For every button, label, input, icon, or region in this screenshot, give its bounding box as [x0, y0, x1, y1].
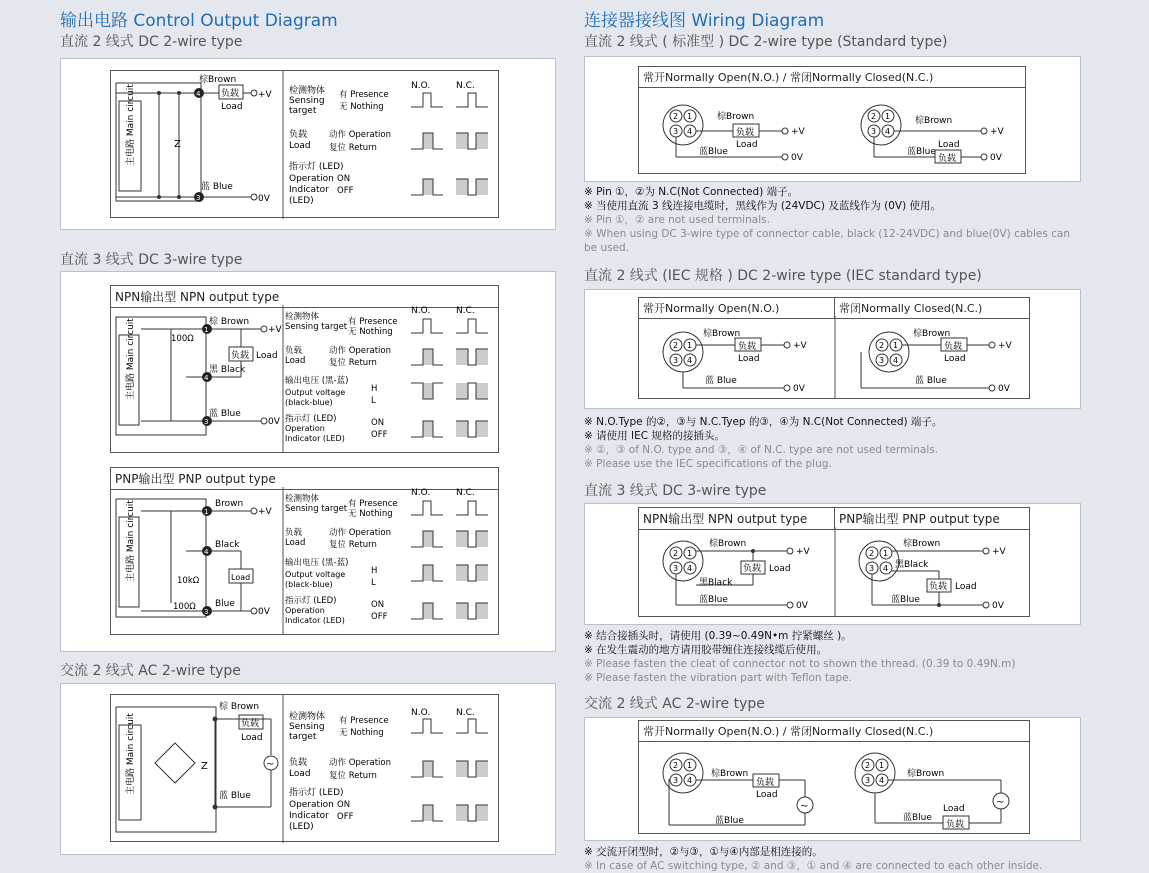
ac2-diagram: [110, 694, 499, 842]
dc2-sensing-en: Sensing: [289, 96, 325, 106]
npn-nc: N.C.: [456, 306, 475, 316]
npn-l: L: [371, 396, 376, 406]
ac2-ac-source: ~: [266, 759, 275, 770]
npn-on: ON: [371, 418, 385, 428]
ac2w-no-pin3: 3: [673, 776, 679, 785]
pnp-blue: Blue: [215, 599, 235, 609]
pnp-diagram: [110, 467, 499, 635]
dc3w-pnp-pin2: 2: [869, 549, 875, 558]
pnp-on: ON: [371, 600, 385, 610]
ac2-circuit-svg: [111, 695, 500, 843]
dc2-on: ON: [337, 174, 351, 184]
ac2-sensing-en: Sensing: [289, 722, 325, 732]
pnp-presence: 有 Presence: [348, 499, 398, 509]
ac2w-header: 常开Normally Open(N.O.) / 常闭Normally Closed(N.C.): [639, 721, 1029, 742]
pnp-operation: 动作 Operation: [329, 528, 392, 538]
dc2-presence: 有 Presence: [339, 90, 389, 100]
iec-wiring-svg: [639, 316, 1031, 398]
iec-nc-load-cn: 负载: [944, 342, 963, 352]
iec-header-nc: 常闭Normally Closed(N.C.): [839, 302, 983, 315]
dc3w-pnp-pin4: 4: [883, 564, 889, 573]
std-no-load-en: Load: [736, 140, 758, 150]
pnp-sensing-en: Sensing target: [285, 504, 348, 514]
dc2-circuit-svg: [111, 71, 500, 219]
dc2-sensing-cn: 检测物体: [289, 86, 326, 96]
ac2w-no-pin4: 4: [687, 776, 693, 785]
pnp-r2: 100Ω: [173, 602, 196, 612]
std-nc-load-en: Load: [938, 140, 960, 150]
dc2-nc: N.C.: [456, 81, 475, 91]
npn-zero: 0V: [268, 417, 280, 427]
ac2w-wiring-svg: [639, 739, 1031, 833]
dc3w-npn-brown: 棕Brown: [709, 539, 747, 549]
ac2w-note-1: ※ 交流开闭型时，②与③，①与④内部是相连接的。: [584, 846, 823, 858]
pnp-indicator-en1: Operation: [285, 606, 325, 615]
npn-pin1: 1: [204, 326, 209, 334]
iec-no-zero: 0V: [793, 384, 805, 394]
iec-no-brown: 棕Brown: [703, 329, 741, 339]
std-no-pin4: 4: [687, 127, 693, 136]
dc3w-npn-pin3: 3: [673, 564, 679, 573]
pnp-load: Load: [231, 573, 251, 582]
std-nc-vplus: +V: [990, 127, 1004, 137]
npn-sensing-cn: 检测物体: [285, 312, 320, 322]
dc3w-pnp-zero: 0V: [992, 601, 1004, 611]
dc2-sensing-en2: target: [289, 106, 317, 116]
std-no-pin2: 2: [673, 112, 679, 121]
pnp-no: N.O.: [411, 488, 431, 498]
ac2w-box: [638, 720, 1030, 834]
ac2w-nc-load-cn: 负载: [946, 820, 965, 830]
ac2-zener: Z: [201, 761, 208, 772]
iec-note-3: ※ ②，③ of N.O. type and ③，④ of N.C. type are not used terminals.: [584, 444, 939, 456]
dc3w-pnp-black: 黑Black: [895, 560, 929, 570]
ac2-indicator-en1: Operation: [289, 800, 334, 810]
npn-load-row-en: Load: [285, 356, 306, 366]
std-no-pin3: 3: [673, 127, 679, 136]
dc3w-box: [638, 507, 1030, 617]
ac2-on: ON: [337, 800, 351, 810]
npn-indicator-cn: 指示灯 (LED): [285, 414, 337, 424]
ac2-presence: 有 Presence: [339, 716, 389, 726]
pnp-brown: Brown: [215, 499, 244, 509]
dc3w-npn-load-en: Load: [769, 564, 791, 574]
npn-pin3: 3: [204, 418, 209, 426]
dc3-subtitle: 直流 3 线式 DC 3-wire type: [60, 252, 243, 268]
pnp-output-cn: 输出电压 (黑-蓝): [285, 558, 349, 568]
ac2-sensing-en2: target: [289, 732, 317, 742]
dc2-subtitle: 直流 2 线式 DC 2-wire type: [60, 34, 243, 50]
npn-return: 复位 Return: [329, 358, 377, 368]
iec-nc-blue: 蓝 Blue: [915, 376, 947, 386]
npn-load-cn: 负载: [231, 351, 250, 361]
ac2-indicator-cn: 指示灯 (LED): [289, 788, 344, 798]
pnp-zero: 0V: [258, 607, 270, 617]
dc3w-header-npn: NPN输出型 NPN output type: [639, 508, 835, 529]
npn-resistor-label: 100Ω: [171, 334, 194, 344]
iec-no-pin3: 3: [673, 356, 679, 365]
ac2-load-row-en: Load: [289, 769, 311, 779]
npn-output-cn: 输出电压 (黑-蓝): [285, 376, 349, 386]
iec-box: [638, 297, 1030, 399]
ac2-nc: N.C.: [456, 708, 475, 718]
dc2-diagram: [110, 70, 499, 218]
std-header: 常开Normally Open(N.O.) / 常闭Normally Closed(N.C.): [639, 67, 1025, 88]
dc3w-npn-blue: 蓝Blue: [699, 595, 728, 605]
std-box: [638, 66, 1026, 174]
ac2w-nc-pin4: 4: [879, 776, 885, 785]
dc3w-npn-black: 黑Black: [699, 578, 733, 588]
ac2w-no-brown: 棕Brown: [711, 769, 749, 779]
std-nc-blue: 蓝Blue: [907, 147, 936, 157]
dc3w-wiring-svg: [639, 527, 1031, 617]
wiring-title: 连接器接线图 Wiring Diagram: [584, 11, 825, 31]
ac2-no: N.O.: [411, 708, 431, 718]
dc2-no: N.O.: [411, 81, 431, 91]
iec-nc-pin4: 4: [893, 356, 899, 365]
ac2w-no-load-cn: 负载: [756, 778, 775, 788]
dc2-blue-label: 蓝 Blue: [201, 182, 233, 192]
npn-output-en1: Output voltage: [285, 388, 346, 397]
pnp-l: L: [371, 578, 376, 588]
dc3w-pnp-pin1: 1: [883, 549, 889, 558]
dc3w-npn-zero: 0V: [796, 601, 808, 611]
iec-nc-pin1: 1: [893, 341, 899, 350]
ac2w-nc-ac: ~: [996, 797, 1005, 808]
ac2-load-en: Load: [241, 733, 263, 743]
pnp-load-row-cn: 负载: [285, 528, 303, 538]
std-note-5: be used.: [584, 242, 630, 254]
dc2-brown-label: 棕Brown: [199, 75, 237, 85]
npn-presence: 有 Presence: [348, 317, 398, 327]
ac2w-nc-blue: 蓝Blue: [903, 813, 932, 823]
dc2-main-circuit-label: 主电路 Main circuit: [126, 84, 136, 166]
iec-nc-brown: 棕Brown: [913, 329, 951, 339]
dc3w-pnp-brown: 棕Brown: [903, 539, 941, 549]
iec-nc-vplus: +V: [998, 341, 1012, 351]
dc2-indicator-en3: (LED): [289, 196, 314, 206]
std-no-blue: 蓝Blue: [699, 147, 728, 157]
dc2-indicator-cn: 指示灯 (LED): [289, 162, 344, 172]
iec-nc-pin2: 2: [879, 341, 885, 350]
std-note-1: ※ Pin ①，②为 N.C(Not Connected) 端子。: [584, 186, 799, 198]
ac2w-nc-brown: 棕Brown: [907, 769, 945, 779]
npn-main-label: 主电路 Main circuit: [126, 318, 136, 400]
pnp-r1: 10kΩ: [177, 576, 200, 586]
pnp-return: 复位 Return: [329, 540, 377, 550]
ac2w-note-2: ※ In case of AC switching type, ② and ③，① and ④ are connected to each other inside.: [584, 860, 1043, 872]
std-note-4: ※ When using DC 3-wire type of connector cable, black (12-24VDC) and blue(0V) cables can: [584, 228, 1070, 240]
pnp-sensing-cn: 检测物体: [285, 494, 320, 504]
control-output-title: 输出电路 Control Output Diagram: [60, 11, 338, 31]
iec-no-pin4: 4: [687, 356, 693, 365]
ac2w-nc-pin1: 1: [879, 761, 885, 770]
dc2-nothing: 无 Nothing: [339, 102, 384, 112]
pnp-off: OFF: [371, 612, 388, 622]
npn-brown: 棕 Brown: [209, 317, 250, 327]
iec-no-blue: 蓝 Blue: [705, 376, 737, 386]
ac2-sensing-cn: 检测物体: [289, 712, 326, 722]
npn-nothing: 无 Nothing: [348, 327, 393, 337]
std-note-3: ※ Pin ①，② are not used terminals.: [584, 214, 770, 226]
iec-note-2: ※ 请使用 IEC 规格的接插头。: [584, 430, 725, 442]
npn-output-en2: (black-blue): [285, 398, 333, 407]
pnp-load-row-en: Load: [285, 538, 306, 548]
pnp-main-label: 主电路 Main circuit: [126, 500, 136, 582]
iec-subtitle: 直流 2 线式 (IEC 规格 ) DC 2-wire type (IEC standard type): [584, 268, 982, 284]
dc2-indicator-en1: Operation: [289, 174, 334, 184]
dc2-return: 复位 Return: [329, 143, 377, 153]
dc3w-npn-vplus: +V: [796, 547, 810, 557]
ac2-load-cn: 负载: [241, 719, 260, 729]
pnp-circuit-svg: [111, 487, 500, 635]
ac2-operation: 动作 Operation: [329, 758, 392, 768]
ac2w-no-load-en: Load: [756, 790, 778, 800]
ac2-indicator-en3: (LED): [289, 822, 314, 832]
iec-no-pin2: 2: [673, 341, 679, 350]
dc3w-subtitle: 直流 3 线式 DC 3-wire type: [584, 483, 767, 499]
std-no-vplus: +V: [791, 127, 805, 137]
pnp-pin4: 4: [204, 548, 209, 556]
npn-black: 黑 Black: [209, 365, 246, 375]
std-no-zero: 0V: [791, 153, 803, 163]
dc2-operation: 动作 Operation: [329, 130, 392, 140]
npn-h: H: [371, 384, 378, 394]
std-subtitle: 直流 2 线式 ( 标准型 ) DC 2-wire type (Standard type): [584, 34, 948, 50]
pnp-indicator-cn: 指示灯 (LED): [285, 596, 337, 606]
ac2-brown: 棕 Brown: [219, 702, 260, 712]
std-nc-pin3: 3: [871, 127, 877, 136]
iec-header-no: 常开Normally Open(N.O.): [639, 298, 835, 318]
npn-sensing-en: Sensing target: [285, 322, 348, 332]
pnp-nothing: 无 Nothing: [348, 509, 393, 519]
pnp-output-en1: Output voltage: [285, 570, 346, 579]
dc3w-note-3: ※ Please fasten the cleat of connector not to shown the thread. (0.39 to 0.49N.m): [584, 658, 1016, 670]
dc3w-note-2: ※ 在发生震动的地方请用胶带缠住连接线缆后使用。: [584, 644, 828, 656]
std-no-brown: 棕Brown: [717, 112, 755, 122]
ac2-off: OFF: [337, 812, 354, 822]
dc3w-pnp-load-cn: 负载: [929, 582, 948, 592]
ac2w-no-blue: 蓝Blue: [715, 816, 744, 826]
dc3w-pnp-load-en: Load: [955, 582, 977, 592]
dc2-zener-label: Z: [174, 139, 181, 150]
npn-pin4: 4: [204, 374, 209, 382]
iec-nc-load-en: Load: [944, 354, 966, 364]
ac2w-nc-pin3: 3: [865, 776, 871, 785]
iec-note-1: ※ N.O.Type 的②，③与 N.C.Tyep 的③，④为 N.C(Not Connected) 端子。: [584, 416, 943, 428]
dc2-off: OFF: [337, 186, 354, 196]
npn-operation: 动作 Operation: [329, 346, 392, 356]
npn-circuit-svg: [111, 305, 500, 453]
dc2-load-cn: 负载: [221, 89, 240, 99]
dc3w-pnp-vplus: +V: [992, 547, 1006, 557]
dc3w-pnp-pin3: 3: [869, 564, 875, 573]
pnp-black: Black: [215, 540, 240, 550]
pnp-pin3: 3: [204, 608, 209, 616]
ac2w-no-pin1: 1: [687, 761, 693, 770]
dc2-pin3: 3: [196, 194, 201, 202]
dc3w-note-4: ※ Please fasten the vibration part with Teflon tape.: [584, 672, 852, 684]
ac2w-nc-load-en: Load: [943, 804, 965, 814]
dc2-indicator-en2: Indicator: [289, 185, 329, 195]
dc2-load-row-en: Load: [289, 141, 311, 151]
pnp-h: H: [371, 566, 378, 576]
pnp-indicator-en2: Indicator (LED): [285, 616, 345, 625]
dc3w-npn-pin2: 2: [673, 549, 679, 558]
pnp-output-en2: (black-blue): [285, 580, 333, 589]
dc2-vplus: +V: [258, 90, 272, 100]
pnp-pin1: 1: [204, 508, 209, 516]
std-nc-zero: 0V: [990, 153, 1002, 163]
npn-no: N.O.: [411, 306, 431, 316]
dc3w-note-1: ※ 结合接插头时，请使用 (0.39~0.49N•m 拧紧螺丝 )。: [584, 630, 852, 642]
npn-diagram: [110, 285, 499, 453]
pnp-nc: N.C.: [456, 488, 475, 498]
ac2-nothing: 无 Nothing: [339, 728, 384, 738]
dc3w-npn-pin1: 1: [687, 549, 693, 558]
dc2-load-row-cn: 负载: [289, 130, 308, 140]
npn-off: OFF: [371, 430, 388, 440]
pnp-header: PNP输出型 PNP output type: [111, 468, 498, 490]
std-nc-pin2: 2: [871, 112, 877, 121]
pnp-vplus: +V: [258, 507, 272, 517]
dc3w-npn-load-cn: 负载: [743, 564, 762, 574]
std-nc-brown: 棕Brown: [915, 116, 953, 126]
ac2-blue: 蓝 Blue: [219, 791, 251, 801]
std-nc-pin4: 4: [885, 127, 891, 136]
npn-blue: 蓝 Blue: [209, 409, 241, 419]
dc3w-pnp-blue: 蓝Blue: [891, 595, 920, 605]
ac2-main-label: 主电路 Main circuit: [126, 713, 136, 795]
npn-load-en: Load: [256, 351, 278, 361]
iec-no-pin1: 1: [687, 341, 693, 350]
npn-indicator-en1: Operation: [285, 424, 325, 433]
dc2-load-en: Load: [221, 102, 243, 112]
dc2-pin4: 4: [196, 90, 201, 98]
ac2w-nc-pin2: 2: [865, 761, 871, 770]
ac2-return: 复位 Return: [329, 771, 377, 781]
npn-vplus: +V: [268, 325, 282, 335]
npn-load-row-cn: 负载: [285, 346, 303, 356]
std-note-2: ※ 当使用直流 3 线连接电缆时，黑线作为 (24VDC) 及蓝线作为 (0V) 使用。: [584, 200, 942, 212]
ac2w-no-pin2: 2: [673, 761, 679, 770]
iec-note-4: ※ Please use the IEC specifications of the plug.: [584, 458, 832, 470]
iec-no-load-en: Load: [738, 354, 760, 364]
std-nc-load-cn: 负载: [938, 154, 957, 164]
dc2-zero: 0V: [258, 194, 270, 204]
std-wiring-svg: [639, 85, 1027, 173]
iec-nc-pin3: 3: [879, 356, 885, 365]
dc3w-npn-pin4: 4: [687, 564, 693, 573]
npn-header: NPN输出型 NPN output type: [111, 286, 498, 308]
ac2-load-row-cn: 负载: [289, 758, 308, 768]
std-no-load-cn: 负载: [736, 128, 755, 138]
ac2-indicator-en2: Indicator: [289, 811, 329, 821]
ac2w-no-ac: ~: [800, 801, 809, 812]
std-nc-pin1: 1: [885, 112, 891, 121]
npn-indicator-en2: Indicator (LED): [285, 434, 345, 443]
ac2-subtitle: 交流 2 线式 AC 2-wire type: [60, 663, 241, 679]
dc3w-header-pnp: PNP输出型 PNP output type: [839, 512, 1000, 526]
ac2w-subtitle: 交流 2 线式 AC 2-wire type: [584, 696, 765, 712]
std-no-pin1: 1: [687, 112, 693, 121]
iec-no-vplus: +V: [793, 341, 807, 351]
iec-nc-zero: 0V: [998, 384, 1010, 394]
iec-no-load-cn: 负载: [738, 342, 757, 352]
